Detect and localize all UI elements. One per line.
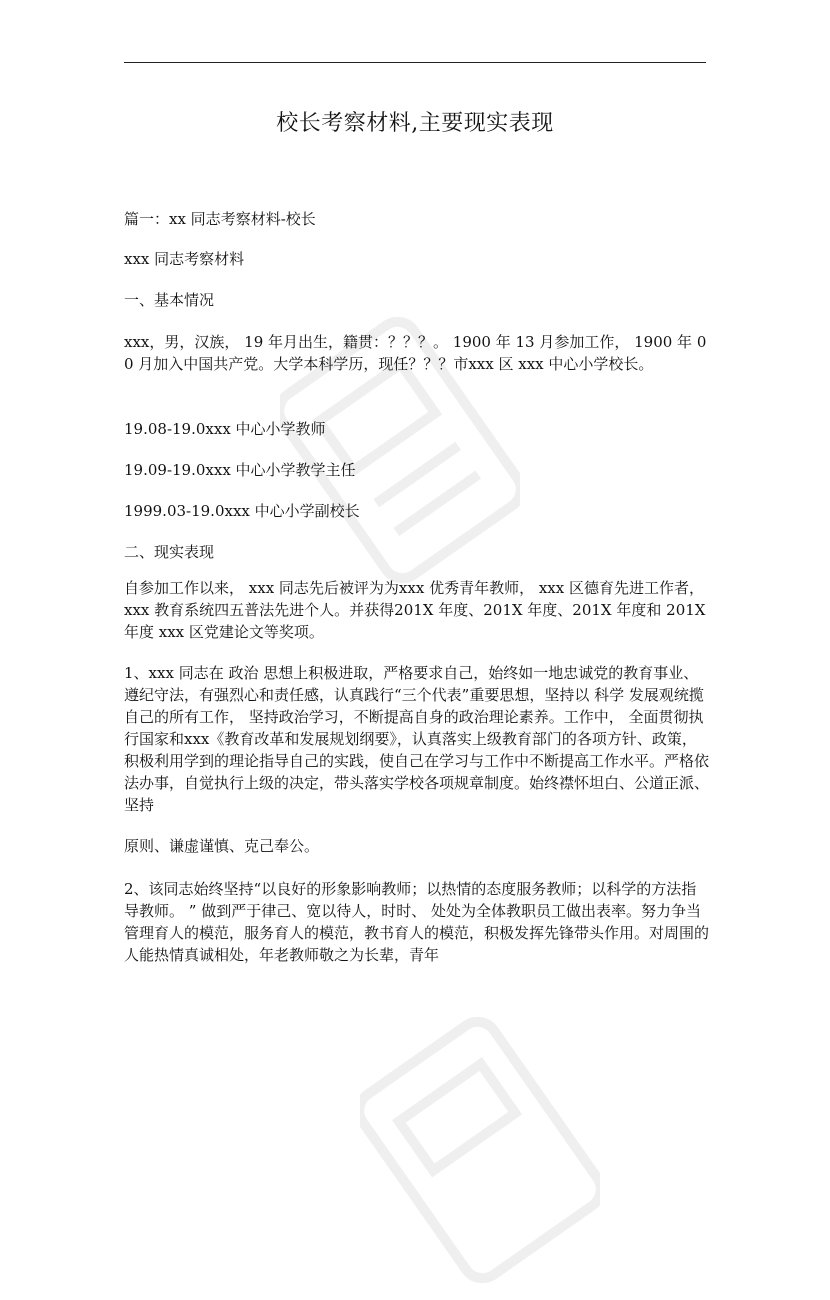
section-heading-part-one: 篇一：xx 同志考察材料-校长 bbox=[124, 210, 316, 228]
career-entry-teacher: 19.08-19.0xxx 中心小学教师 bbox=[124, 420, 326, 438]
paragraph-political-continued: 原则、谦虚谨慎、克己奉公。 bbox=[124, 837, 320, 855]
section-heading-basic-info: 一、基本情况 bbox=[124, 291, 215, 309]
paragraph-basic-info: xxx，男，汉族， 19 年月出生，籍贯：？？？。 1900 年 13 月参加工作， 1900 年 00 月加入中国共产党。大学本科学历，现任？？？市xxx 区 xxx 中心小学校长。 bbox=[124, 333, 707, 373]
paragraph-conduct: 2、该同志始终坚持“以良好的形象影响教师；以热情的态度服务教师；以科学的方法指导教师。 ” 做到严于律己、宽以待人，时时、 处处为全体教职员工做出表率。努力争当管理育人的模范，服务育人的模范，教书育人的模范，积极发挥先锋带头作用。对周围的人能热情真诚相处，年老教师敬之为长辈，青年 bbox=[124, 880, 710, 964]
paragraph-awards: 自参加工作以来， xxx 同志先后被评为为xxx 优秀青年教师， xxx 区德育先进工作者， xxx 教育系统四五普法先进个人。并获得201X 年度、201X 年度、201X 年度和 201X 年度 xxx 区党建论文等奖项。 bbox=[124, 579, 706, 641]
paragraph-political: 1、xxx 同志在 政治 思想上积极进取，严格要求自己，始终如一地忠诚党的教育事业、遵纪守法，有强烈心和责任感，认真践行“三个代表”重要思想，坚持以 科学 发展观统揽自己的所有工作， 坚持政治学习，不断提高自身的政治理论素养。工作中， 全面贯彻执行国家和xxx《教育改革和发展规划纲要》，认真落实上级教育部门的各项方针、政策，积极利用学到的理论指导自己的实践，使自己在学习与工作中不断提高工作水平。严格依法办事，自觉执行上级的决定，带头落实学校各项规章制度。始终襟怀坦白、公道正派、坚持 bbox=[124, 664, 710, 814]
header-rule bbox=[124, 62, 706, 63]
watermark-logo-lower bbox=[360, 1000, 600, 1300]
career-entry-director: 19.09-19.0xxx 中心小学教学主任 bbox=[124, 461, 356, 479]
subtitle: xxx 同志考察材料 bbox=[124, 250, 245, 268]
career-entry-vice-principal: 1999.03-19.0xxx 中心小学副校长 bbox=[124, 502, 360, 520]
document-title: 校长考察材料,主要现实表现 bbox=[276, 111, 554, 136]
section-heading-performance: 二、现实表现 bbox=[124, 543, 215, 561]
